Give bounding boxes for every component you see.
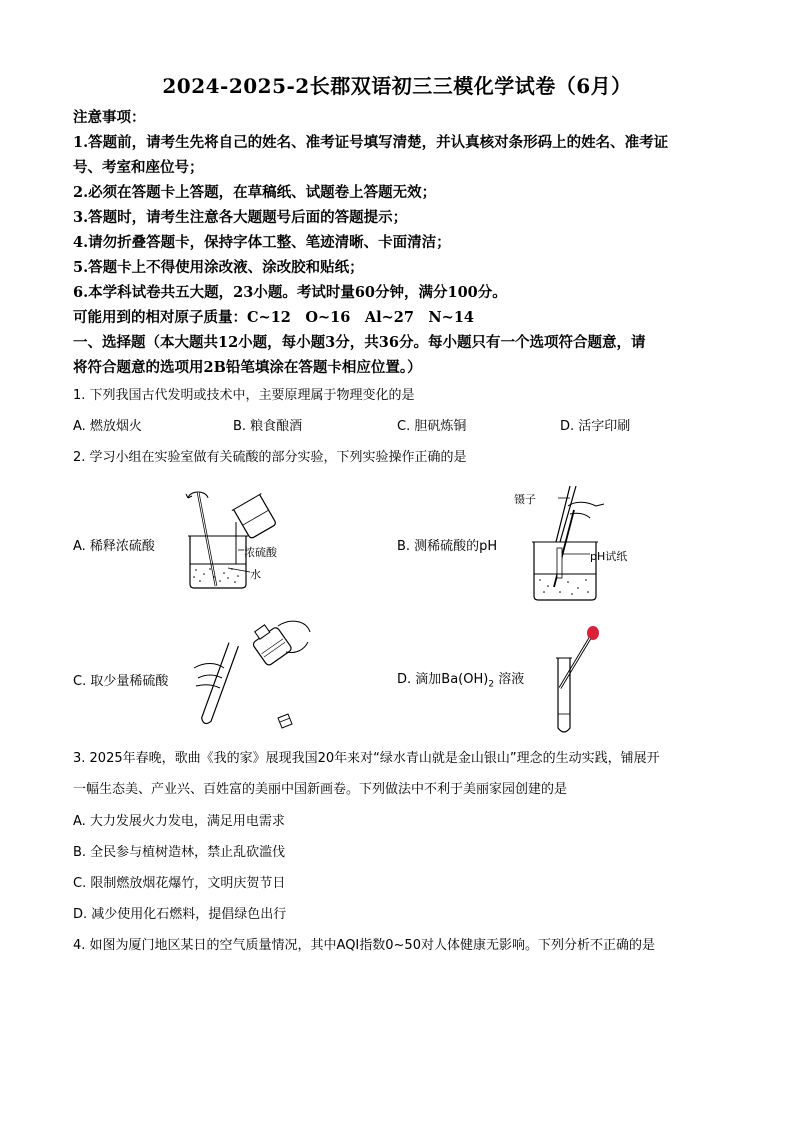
q2-option-d-formula: (OH)	[458, 672, 489, 687]
notice-item-3: 3.答题时，请考生注意各大题题号后面的答题提示；	[73, 209, 408, 226]
figure-dilute-acid	[180, 486, 295, 596]
q4-stem: 4. 如图为厦门地区某日的空气质量情况，其中AQI指数0~50对人体健康无影响。下列分析不正确的是	[73, 938, 655, 953]
q3-option-b: B. 全民参与植树造林，禁止乱砍滥伐	[73, 845, 286, 860]
atomic-masses: 可能用到的相对原子质量：C~12 O~16 Al~27 N~14	[73, 309, 474, 326]
notice-item-5: 5.答题卡上不得使用涂改液、涂改胶和贴纸；	[73, 259, 364, 276]
q1-stem: 1. 下列我国古代发明或技术中，主要原理属于物理变化的是	[73, 388, 415, 403]
section1-heading-line1: 一、选择题（本大题共12小题，每小题3分，共36分。每小题只有一个选项符合题意，请	[73, 334, 646, 351]
notice-item-1: 1.答题前，请考生先将自己的姓名、准考证号填写清楚，并认真核对条形码上的姓名、准考证	[73, 134, 669, 151]
label-water: 水	[250, 568, 261, 581]
q3-stem-line1: 3. 2025年春晚，歌曲《我的家》展现我国20年来对“绿水青山就是金山银山”理念的生动实践，铺展开	[73, 751, 660, 766]
section1-heading-line2: 将符合题意的选项用2B铅笔填涂在答题卡相应位置。）	[73, 359, 422, 376]
q1-option-a: A. 燃放烟火	[73, 419, 142, 434]
notice-item-2: 2.必须在答题卡上答题，在草稿纸、试题卷上答题无效；	[73, 184, 437, 201]
q2-option-d-prefix: D. 滴加Ba	[397, 672, 459, 687]
q3-option-a: A. 大力发展火力发电，满足用电需求	[73, 814, 285, 829]
q2-option-d-subscript: 2	[488, 679, 495, 690]
q2-option-a: A. 稀释浓硫酸	[73, 539, 155, 554]
q3-option-d: D. 减少使用化石燃料，提倡绿色出行	[73, 907, 287, 922]
exam-title: 2024-2025-2长郡双语初三三模化学试卷（6月）	[162, 74, 632, 98]
figure-take-acid	[190, 612, 315, 737]
q1-option-d: D. 活字印刷	[560, 419, 631, 434]
label-tweezers: 镊子	[514, 493, 536, 506]
q1-option-b: B. 粮食酿酒	[233, 419, 303, 434]
notice-item-6: 6.本学科试卷共五大题，23小题。考试时量60分钟，满分100分。	[73, 284, 507, 301]
q2-option-c: C. 取少量稀硫酸	[73, 674, 169, 689]
q2-option-d	[397, 668, 524, 690]
q3-option-c: C. 限制燃放烟花爆竹，文明庆贺节日	[73, 876, 286, 891]
label-conc-acid: 浓硫酸	[244, 546, 277, 559]
q1-option-c: C. 胆矾炼铜	[397, 419, 467, 434]
label-ph-paper: pH试纸	[590, 550, 628, 563]
notice-item-4: 4.请勿折叠答题卡，保持字体工整、笔迹清晰、卡面清洁；	[73, 234, 451, 251]
notice-item-1-cont: 号、考室和座位号；	[73, 159, 204, 176]
notice-heading: 注意事项：	[73, 109, 146, 126]
figure-dropper	[540, 620, 610, 738]
q2-option-b: B. 测稀硫酸的pH	[397, 539, 498, 554]
q2-option-d-suffix: 溶液	[494, 672, 525, 687]
q3-stem-line2: 一幅生态美、产业兴、百姓富的美丽中国新画卷。下列做法中不利于美丽家园创建的是	[73, 782, 568, 797]
q2-stem: 2. 学习小组在实验室做有关硫酸的部分实验，下列实验操作正确的是	[73, 450, 467, 465]
figure-measure-ph	[520, 482, 630, 602]
